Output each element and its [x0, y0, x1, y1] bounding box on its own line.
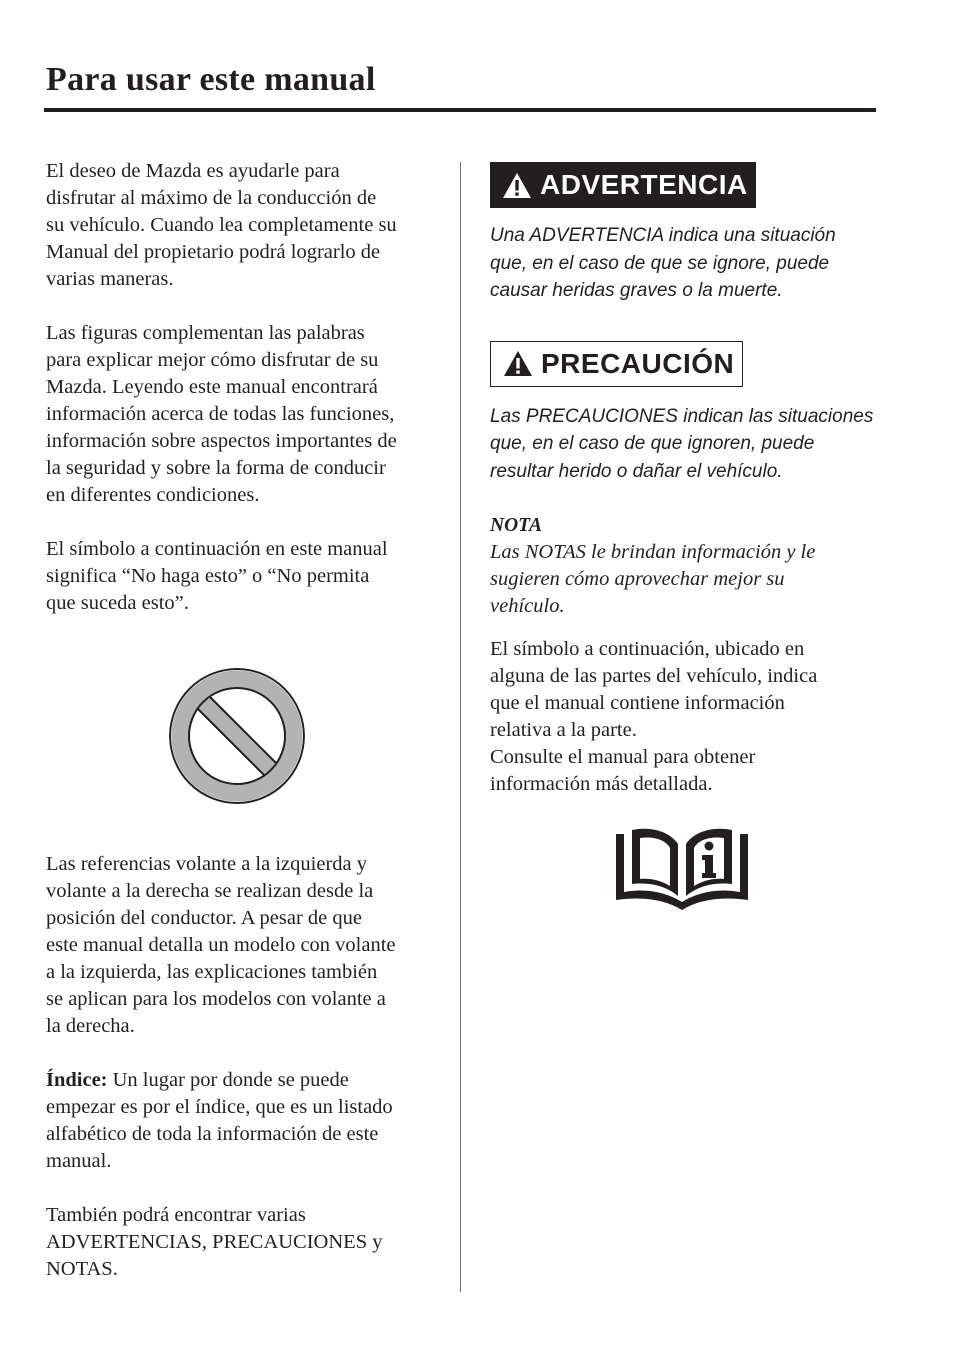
caution-badge: [490, 341, 743, 387]
manual-symbol-paragraph: El símbolo a continuación, ubicado en alguna de las partes del vehículo, indica que el manual contiene información relativa a la parte. Consulte el manual para obtener información más detallada.: [490, 638, 818, 795]
note-description: Las NOTAS le brindan información y le sugieren cómo aprovechar mejor su vehículo.: [490, 541, 816, 617]
column-divider: [460, 162, 461, 1292]
caution-description: Las PRECAUCIONES indican las situaciones que, en el caso de que ignoren, puede resultar herido o dañar el vehículo.: [490, 405, 874, 482]
manual-info-icon: [614, 824, 750, 916]
intro-paragraph: El deseo de Mazda es ayudarle para disfrutar al máximo de la conducción de su vehículo. Cuando lea completamente su Manual del propietario podrá lograrlo de varias maneras.: [46, 160, 397, 290]
caution-triangle-icon: [503, 350, 533, 377]
note-label: NOTA: [490, 515, 543, 536]
warning-triangle-icon: [502, 172, 532, 199]
symbol-intro-paragraph: El símbolo a continuación en este manual significa “No haga esto” o “No permita que suceda esto”.: [46, 538, 388, 614]
title-divider: [44, 108, 876, 112]
warning-description: Una ADVERTENCIA indica una situación que, en el caso de que se ignore, puede causar heridas graves o la muerte.: [490, 225, 836, 301]
warning-badge-label: ADVERTENCIA: [540, 169, 748, 200]
caution-badge-label: PRECAUCIÓN: [541, 347, 735, 379]
steering-paragraph: Las referencias volante a la izquierda y volante a la derecha se realizan desde la posición del conductor. A pesar de que este manual detalla un modelo con volante a la izquierda, las explicaciones también se aplican para los modelos con volante a la derecha.: [46, 853, 396, 1037]
warning-badge: [490, 162, 756, 208]
left-column: [46, 158, 446, 1283]
index-paragraph: [46, 1067, 446, 1175]
index-text: Un lugar por donde se puede empezar es por el índice, que es un listado alfabético de toda la información de este manual.: [46, 1069, 393, 1172]
page-title: Para usar este manual: [46, 61, 376, 98]
index-label: Índice:: [46, 1069, 108, 1091]
right-column: [490, 158, 890, 916]
also-paragraph: También podrá encontrar varias ADVERTENCIAS, PRECAUCIONES y NOTAS.: [46, 1204, 383, 1280]
prohibition-icon: [164, 663, 310, 809]
figures-paragraph: Las figuras complementan las palabras para explicar mejor cómo disfrutar de su Mazda. Leyendo este manual encontrará información acerca de todas las funciones, información sobre aspectos importantes de la seguridad y sobre la forma de conducir en diferentes condiciones.: [46, 322, 397, 506]
